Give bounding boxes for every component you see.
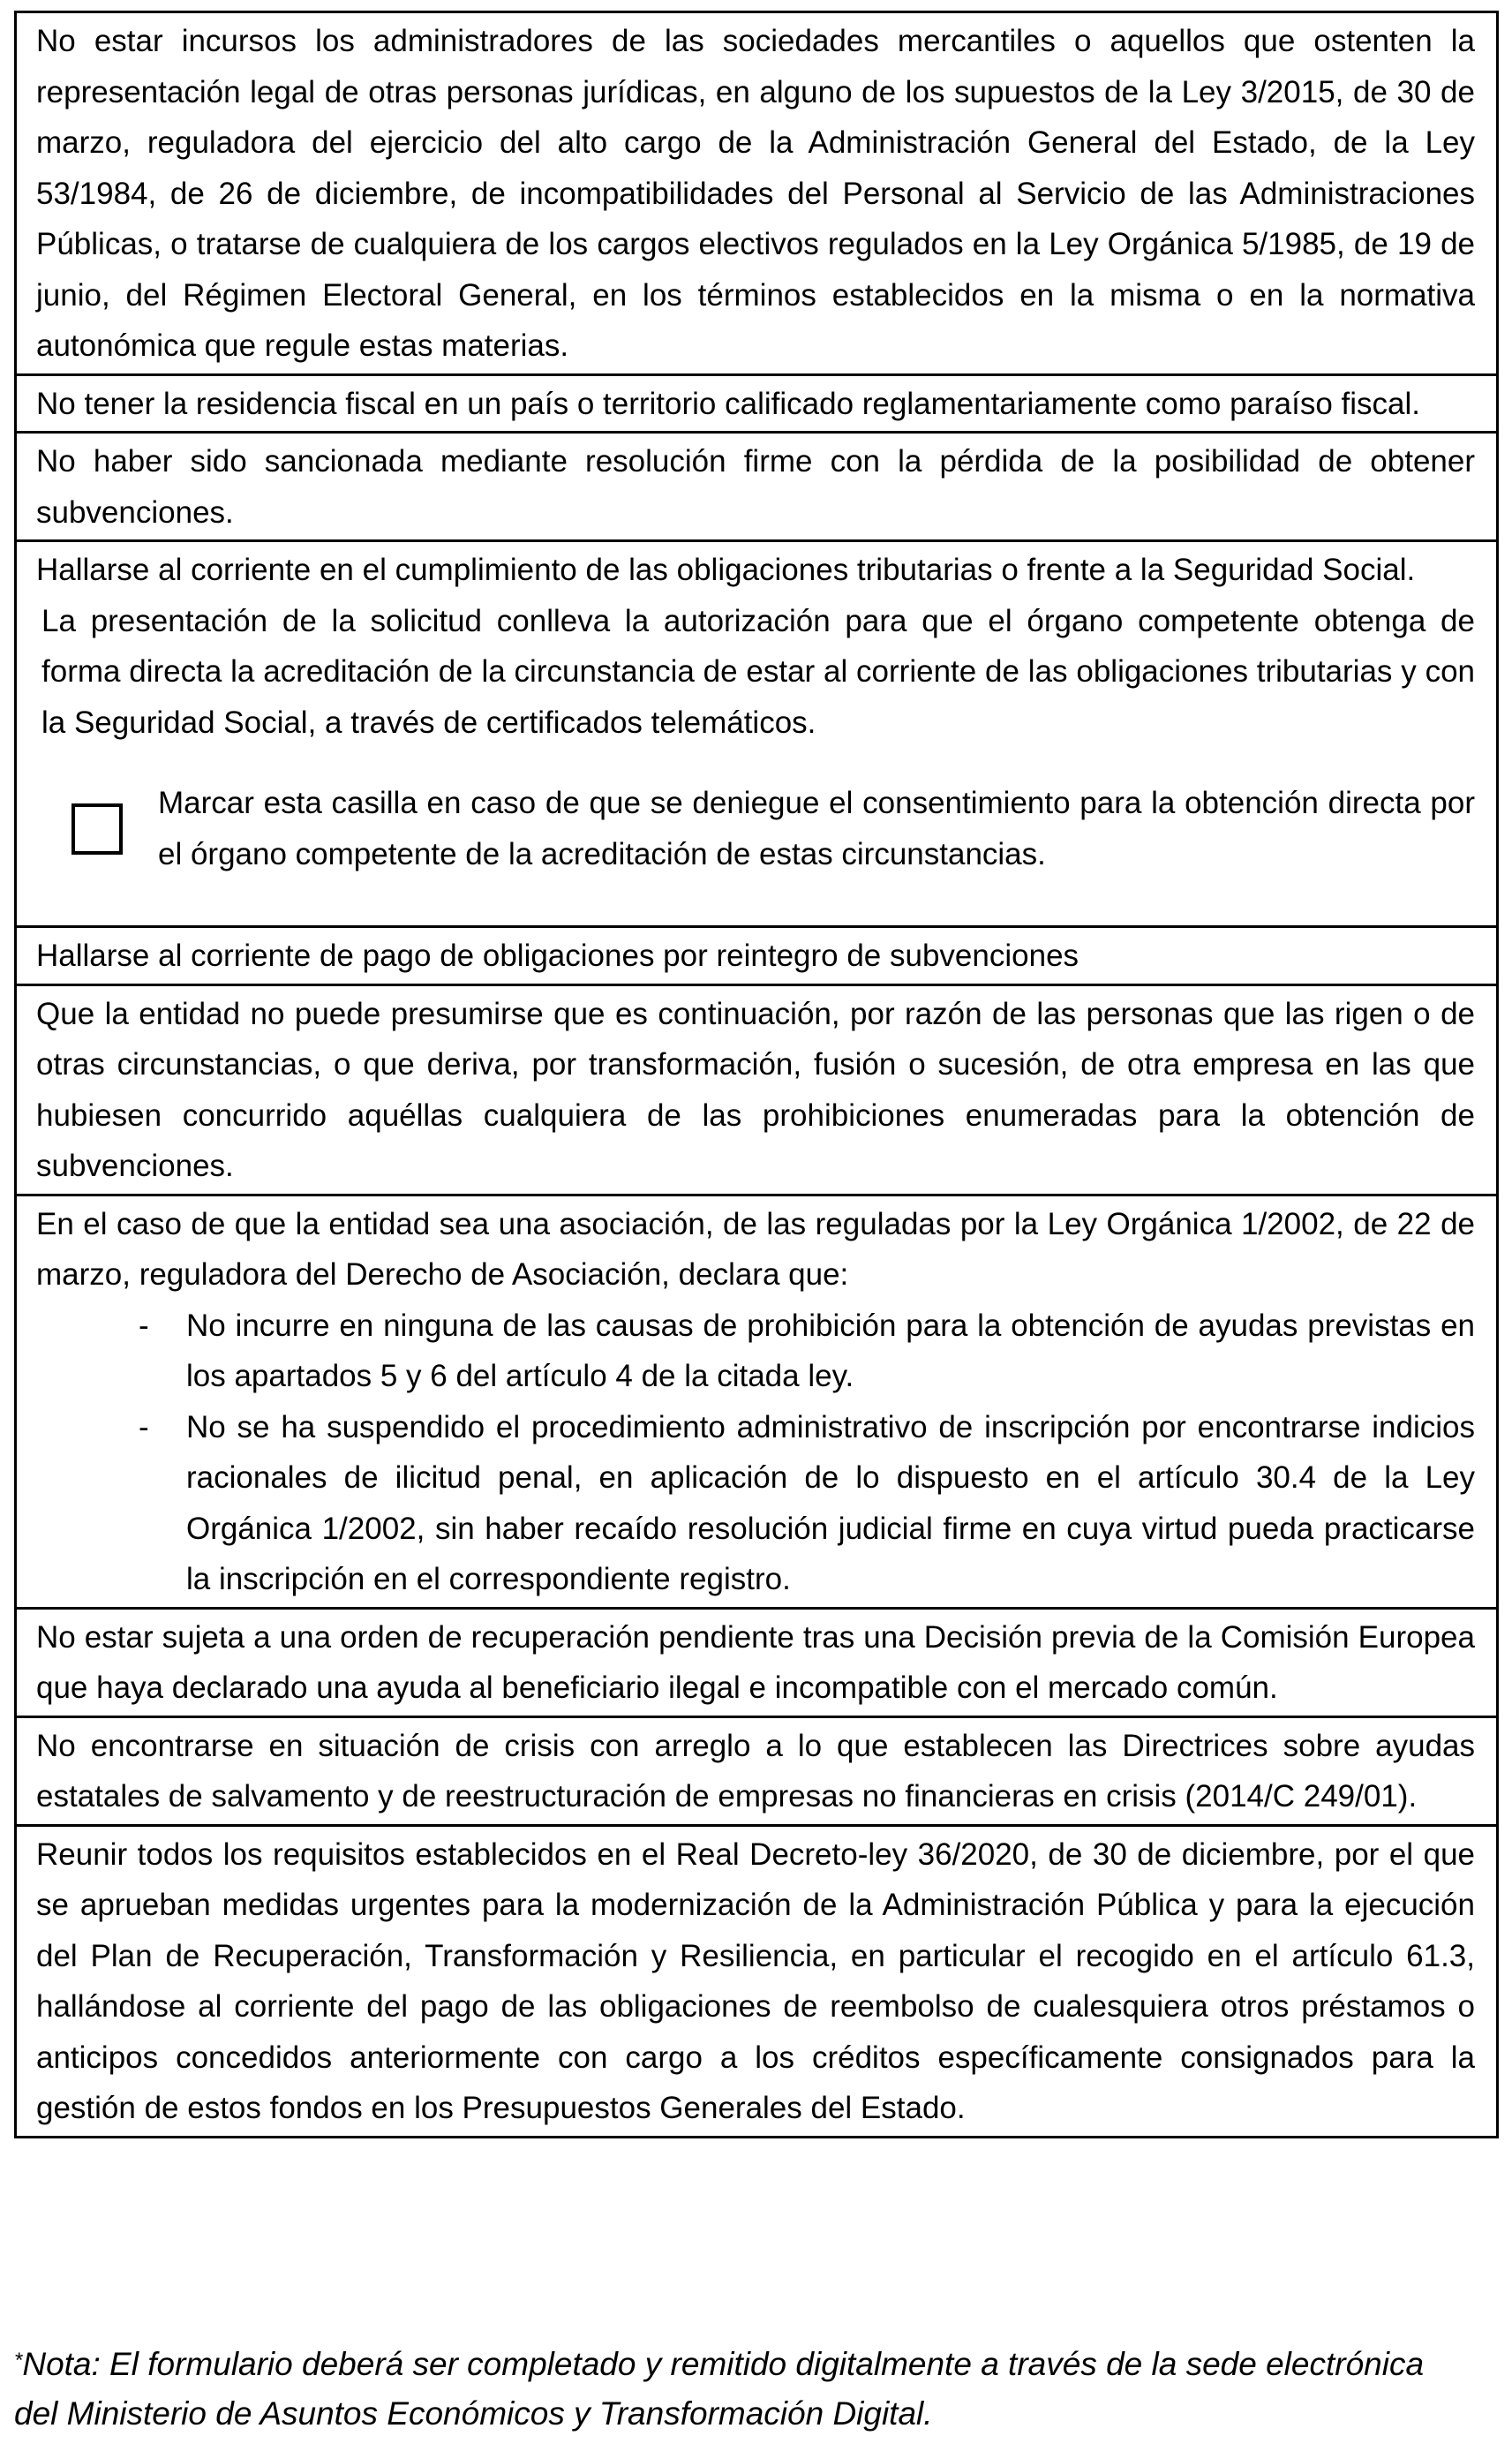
tax-compliance-row xyxy=(17,542,1496,928)
tax-compliance-title: Hallarse al corriente en el cumplimiento de las obligaciones tributarias o frente a la Seguridad Social. xyxy=(36,553,1416,587)
bullet-text: No incurre en ninguna de las causas de prohibición para la obtención de ayudas previstas en los apartados 5 y 6 del artículo 4 de la citada ley. xyxy=(186,1308,1475,1393)
requirements-table xyxy=(14,11,1499,2138)
association-bullet xyxy=(36,1402,1475,1605)
requirement-row: No haber sido sancionada mediante resolución firme con la pérdida de la posibilidad de obtener subvenciones. xyxy=(17,434,1496,542)
bullet-marker: - xyxy=(139,1308,149,1343)
bullet-marker: - xyxy=(139,1409,149,1444)
bullet-text: No se ha suspendido el procedimiento administrativo de inscripción por encontrarse indicios racionales de ilicitud penal, en aplicación de lo dispuesto en el artículo 30.4 de la Ley Orgánica 1/2002, sin haber recaído resolución judicial firme en cuya virtud pueda practicarse la inscripción en el correspondiente registro. xyxy=(186,1409,1475,1596)
footnote xyxy=(14,2340,1444,2439)
association-intro: En el caso de que la entidad sea una asociación, de las reguladas por la Ley Orgánica 1/2002, de 22 de marzo, reguladora del Derecho de Asociación, declara que: xyxy=(36,1206,1475,1292)
association-bullet xyxy=(36,1301,1475,1402)
consent-denial-checkbox[interactable] xyxy=(71,803,123,855)
requirement-row: Que la entidad no puede presumirse que es continuación, por razón de las personas que las rigen o de otras circunstancias, o que deriva, por transformación, fusión o sucesión, de otra empresa en las que hubiesen concurrido aquéllas cualquiera de las prohibiciones enumeradas para la obtención de subvenciones. xyxy=(17,986,1496,1196)
authorization-paragraph: La presentación de la solicitud conlleva la autorización para que el órgano competente obtenga de forma directa la acreditación de la circunstancia de estar al corriente de las obligaciones tributarias y con la Seguridad Social, a través de certificados telemáticos. xyxy=(41,603,1475,740)
footnote-marker: * xyxy=(14,2349,23,2372)
consent-denial-option xyxy=(36,778,1475,879)
requirement-row: No encontrarse en situación de crisis con arreglo a lo que establecen las Directrices sobre ayudas estatales de salvamento y de reestructuración de empresas no financieras en crisis (2014/C 249/01). xyxy=(17,1718,1496,1827)
footnote-text: Nota: El formulario deberá ser completado y remitido digitalmente a través de la sede electrónica del Ministerio de Asuntos Económicos y Transformación Digital. xyxy=(14,2346,1425,2432)
requirement-row: No estar incursos los administradores de las sociedades mercantiles o aquellos que ostenten la representación legal de otras personas jurídicas, en alguno de los supuestos de la Ley 3/2015, de 30 de marzo, reguladora del ejercicio del alto cargo de la Administración General del Estado, de la Ley 53/1984, de 26 de diciembre, de incompatibilidades del Personal al Servicio de las Administraciones Públicas, o tratarse de cualquiera de los cargos electivos regulados en la Ley Orgánica 5/1985, de 19 de junio, del Régimen Electoral General, en los términos establecidos en la misma o en la normativa autonómica que regule estas materias. xyxy=(17,13,1496,376)
requirement-row: No estar sujeta a una orden de recuperación pendiente tras una Decisión previa de la Comisión Europea que haya declarado una ayuda al beneficiario ilegal e incompatible con el mercado común. xyxy=(17,1610,1496,1718)
association-row xyxy=(17,1196,1496,1610)
consent-denial-label: Marcar esta casilla en caso de que se deniegue el consentimiento para la obtención directa por el órgano competente de la acreditación de estas circunstancias. xyxy=(158,786,1475,871)
requirement-row: Hallarse al corriente de pago de obligaciones por reintegro de subvenciones xyxy=(17,928,1496,986)
requirement-row: No tener la residencia fiscal en un país o territorio calificado reglamentariamente como paraíso fiscal. xyxy=(17,376,1496,434)
requirement-row: Reunir todos los requisitos establecidos en el Real Decreto-ley 36/2020, de 30 de diciembre, por el que se aprueban medidas urgentes para la modernización de la Administración Pública y para la ejecución del Plan de Recuperación, Transformación y Resiliencia, en particular el recogido en el artículo 61.3, hallándose al corriente del pago de las obligaciones de reembolso de cualesquiera otros préstamos o anticipos concedidos anteriormente con cargo a los créditos específicamente consignados para la gestión de estos fondos en los Presupuestos Generales del Estado. xyxy=(36,1836,1475,2125)
